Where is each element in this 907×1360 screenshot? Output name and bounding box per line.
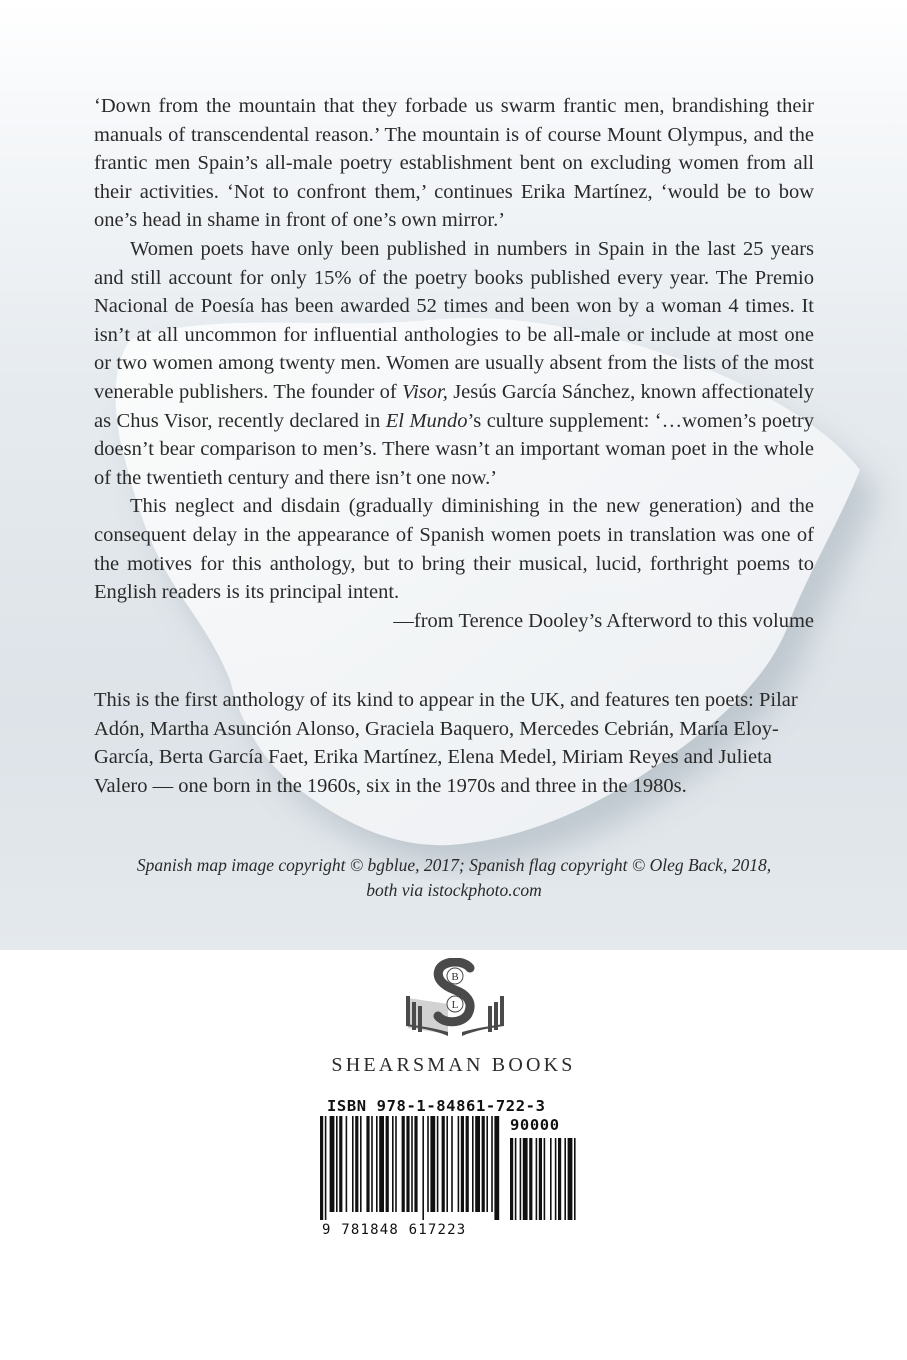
barcode-bar — [466, 1116, 469, 1212]
poets-paragraph: This is the first anthology of its kind to appear in the UK, and features ten poets: Pilar Adón, Martha Asunción Alonso, Graciela Baquero, Mercedes Cebrián, María Eloy-García, Berta García Faet, Erika Martínez, Elena Medel, Miriam Reyes and Julieta Valero — one born in the 1960s, six in the 1970s and three in the 1980s. — [94, 689, 798, 797]
barcode-bar — [320, 1116, 323, 1220]
barcode-bar — [430, 1116, 435, 1212]
barcode-bar — [352, 1116, 354, 1212]
blurb-text — [94, 92, 814, 635]
isbn-label: ISBN 978-1-84861-722-3 — [327, 1097, 546, 1115]
shearsman-logo-icon — [400, 958, 510, 1038]
barcode-addon-bar — [550, 1138, 552, 1220]
barcode-addon-bar — [564, 1138, 566, 1220]
barcode-addon-bar — [568, 1138, 573, 1220]
barcode-bar — [325, 1116, 327, 1220]
barcode-addon-bar — [510, 1138, 513, 1220]
barcode-bar — [482, 1116, 485, 1212]
barcode-addon-bar — [539, 1138, 542, 1220]
barcode-bar — [458, 1116, 460, 1212]
logo-letter-b: B — [451, 971, 459, 983]
barcode-bar — [366, 1116, 369, 1212]
barcode-bar — [491, 1116, 493, 1212]
barcode-bar — [395, 1116, 397, 1212]
logo-letter-l: L — [451, 999, 459, 1011]
barcode-addon-bar — [515, 1138, 517, 1220]
barcode-bar — [446, 1116, 448, 1212]
barcode-bar — [472, 1116, 474, 1212]
blurb-p2-part-b: Jesús García Sánchez, known affectionately as Chus Visor, recently declared in — [94, 380, 814, 432]
blurb-p2-part-a: Women poets have only been published in numbers in Spain in the last 25 years and still account for only 15% of the poetry books published every year. The Premio Nacional de Poesía has been awarded 52 times and been won by a woman 4 times. It isn’t at all uncommon for influential anthologies to be all-male or include at most one or two women among twenty men. Women are usually absent from the lists of the most venerable publishers. The founder of — [94, 237, 814, 403]
blurb-p2-part-c: ’s culture supplement: ‘…women’s poetry doesn’t bear comparison to men’s. There wasn’t an important woman poet in the whole of the twentieth century and there isn’t one now.’ — [94, 409, 814, 489]
barcode-bar — [392, 1116, 394, 1212]
barcode-bar — [461, 1116, 464, 1212]
isbn-barcode — [320, 1116, 590, 1222]
barcode-bar — [402, 1116, 405, 1212]
barcode-bar — [494, 1116, 499, 1220]
barcode-addon-bar — [520, 1138, 522, 1220]
blurb-visor-title: Visor, — [402, 380, 448, 403]
barcode-bar — [486, 1116, 488, 1212]
barcode-bar — [376, 1116, 378, 1212]
barcode-addon-bar — [523, 1138, 528, 1220]
publisher-name: SHEARSMAN BOOKS — [331, 1054, 576, 1076]
barcode-bar — [406, 1116, 409, 1212]
barcode-bar — [346, 1116, 348, 1212]
barcode-addon-bar — [536, 1138, 538, 1220]
image-credit — [94, 853, 814, 903]
barcode-bar — [379, 1116, 384, 1212]
isbn-digits: 9 781848 617223 — [322, 1222, 467, 1238]
blurb-attribution: —from Terence Dooley’s Afterword to this volume — [393, 609, 814, 632]
blurb-paragraph-3: This neglect and disdain (gradually diminishing in the new generation) and the consequent delay in the appearance of Spanish women poets in translation was one of the motives for this anthology, but to bring their musical, lucid, forthright poems to English readers is its principal intent. — [94, 495, 814, 604]
blurb-paragraph-1: ‘Down from the mountain that they forbade us swarm frantic men, brandishing their manuals of transcendental reason.’ The mountain is of course Mount Olympus, and the frantic men Spain’s all-male poetry establishment bent on excluding women from all their activities. ‘Not to confront them,’ continues Erika Martínez, ‘would be to bow one’s head in shame in front of one’s own mirror.’ — [94, 95, 814, 232]
barcode-addon-bar — [529, 1138, 532, 1220]
blurb-paragraph-2 — [94, 235, 814, 492]
barcode-bar — [411, 1116, 413, 1212]
image-credit-line-2: both via istockphoto.com — [366, 880, 542, 900]
barcode-bar — [422, 1116, 424, 1220]
barcode-bar — [355, 1116, 358, 1212]
barcode-bar — [360, 1116, 362, 1212]
barcode-bar — [437, 1116, 439, 1212]
image-credit-line-1: Spanish map image copyright © bgblue, 2017; Spanish flag copyright © Oleg Back, 2018, — [136, 855, 772, 875]
barcode-bar — [339, 1116, 342, 1212]
barcode-addon-bar — [558, 1138, 561, 1220]
barcode-bar — [414, 1116, 417, 1212]
barcode-bar — [336, 1116, 338, 1212]
barcode-addon-bar — [544, 1138, 546, 1220]
barcode-bar — [451, 1116, 453, 1212]
barcode-bar — [427, 1116, 429, 1212]
barcode-bar — [371, 1116, 373, 1212]
barcode-addon-bar — [555, 1138, 557, 1220]
blurb-el-mundo-title: El Mundo — [385, 409, 468, 432]
price-code: 90000 — [510, 1116, 560, 1134]
barcode-bar — [442, 1116, 445, 1212]
barcode-bar — [386, 1116, 389, 1212]
barcode-bar — [330, 1116, 335, 1212]
barcode-addon-bar — [574, 1138, 576, 1220]
barcode-bar — [475, 1116, 480, 1212]
